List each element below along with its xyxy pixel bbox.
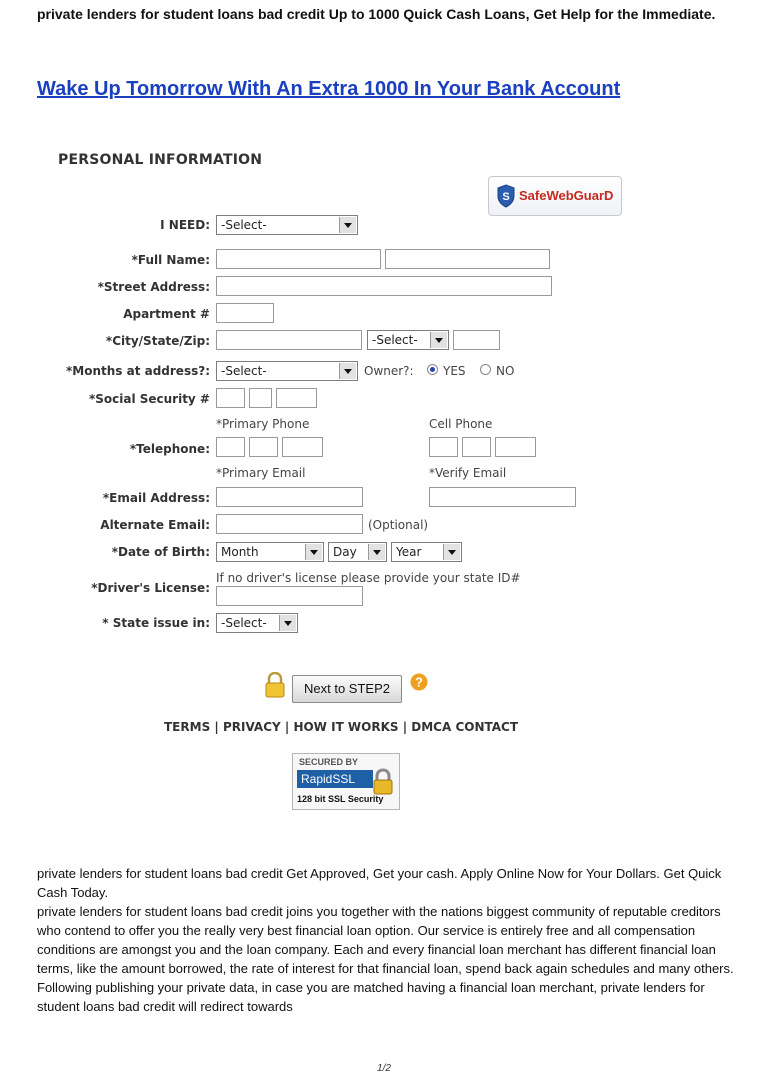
phone-line-input[interactable] [282,437,323,457]
dob-month-select[interactable] [216,542,324,562]
owner-no-radio[interactable] [480,364,491,375]
apartment-input[interactable] [216,303,274,323]
dob-year-value: Year [396,545,422,559]
phone-area-input[interactable] [216,437,245,457]
ssl-brand: RapidSSL [297,770,373,788]
chevron-down-icon [279,615,296,631]
label-dob: *Date of Birth: [111,545,210,559]
shield-icon [497,184,515,208]
i-need-value: -Select- [221,218,267,232]
padlock-icon [371,768,395,796]
phone-prefix-input[interactable] [249,437,278,457]
banner-link[interactable]: Wake Up Tomorrow With An Extra 1000 In Your Bank Account [37,78,621,100]
ssl-strength: 128 bit SSL Security [297,794,384,804]
svg-text:?: ? [415,674,423,690]
primary-phone-label: *Primary Phone [216,417,310,431]
alt-email-input[interactable] [216,514,363,534]
primary-email-label: *Primary Email [216,466,306,480]
state-issue-select[interactable] [216,613,298,633]
chevron-down-icon [339,363,356,379]
months-select[interactable] [216,361,358,381]
state-value: -Select- [372,333,418,347]
verify-email-input[interactable] [429,487,576,507]
dob-day-value: Day [333,545,357,559]
next-step-button[interactable]: Next to STEP2 [292,675,402,703]
label-telephone: *Telephone: [129,442,210,456]
cell-prefix-input[interactable] [462,437,491,457]
section-title: PERSONAL INFORMATION [58,152,263,168]
label-apartment: Apartment # [123,307,210,321]
cell-line-input[interactable] [495,437,536,457]
state-select[interactable] [367,330,449,350]
email-input[interactable] [216,487,363,507]
chevron-down-icon [339,217,356,233]
paragraph-1: private lenders for student loans bad credit Get Approved, Get your cash. Apply Online Now for Your Dollars. Get Quick Cash Today. [37,866,722,900]
ssn-part3-input[interactable] [276,388,317,408]
chevron-down-icon [443,544,460,560]
svg-text:S: S [502,191,510,203]
help-icon[interactable] [410,673,428,691]
safewebguard-badge [488,176,622,216]
zip-input[interactable] [453,330,500,350]
label-city-state-zip: *City/State/Zip: [105,334,210,348]
lock-icon [264,672,286,698]
label-ssn: *Social Security # [88,392,210,406]
label-months: *Months at address?: [66,364,210,378]
label-alt-email: Alternate Email: [100,518,210,532]
first-name-input[interactable] [216,249,381,269]
label-state-issue: * State issue in: [102,616,210,630]
dob-month-value: Month [221,545,259,559]
label-license: *Driver's License: [91,581,210,595]
label-street: *Street Address: [97,280,210,294]
document-title: private lenders for student loans bad credit Up to 1000 Quick Cash Loans, Get Help for the Immediate. [37,6,716,22]
body-text [37,864,737,1016]
label-i-need: I NEED: [160,218,210,232]
cell-area-input[interactable] [429,437,458,457]
ssn-part2-input[interactable] [249,388,272,408]
footer-links[interactable]: TERMS | PRIVACY | HOW IT WORKS | DMCA CONTACT [164,720,519,734]
page-number: 1/2 [377,1063,391,1074]
license-input[interactable] [216,586,363,606]
dob-year-select[interactable] [391,542,462,562]
street-address-input[interactable] [216,276,552,296]
label-full-name: *Full Name: [131,253,210,267]
owner-label: Owner?: [364,364,414,378]
owner-yes-label: YES [443,364,466,378]
verify-email-label: *Verify Email [429,466,507,480]
ssl-secured-by: SECURED BY [299,757,359,767]
dob-day-select[interactable] [328,542,387,562]
license-note: If no driver's license please provide your state ID# [216,571,521,585]
badge-text: SafeWebGuarD [519,188,614,203]
chevron-down-icon [305,544,322,560]
rapidssl-badge [292,753,400,810]
last-name-input[interactable] [385,249,550,269]
state-issue-value: -Select- [221,616,267,630]
optional-label: (Optional) [368,518,429,532]
chevron-down-icon [430,332,447,348]
city-input[interactable] [216,330,362,350]
paragraph-2: private lenders for student loans bad credit joins you together with the nations biggest community of reputable creditors who contend to offer you the really very best financial loan option. Our service is entirely free and all compensation conditions are amongst you and the loan company. Each and every financial loan merchant has different financial loan terms, like the amount borrowed, the rate of interest for that financial loan, spend back again schedules and many others. Following publishing your private data, in case you are matched having a financial loan merchant, private lenders for student loans bad credit will redirect towards [37,904,734,1014]
chevron-down-icon [368,544,385,560]
owner-no-label: NO [496,364,515,378]
i-need-select[interactable] [216,215,358,235]
cell-phone-label: Cell Phone [429,417,493,431]
label-email: *Email Address: [102,491,210,505]
months-value: -Select- [221,364,267,378]
ssn-part1-input[interactable] [216,388,245,408]
owner-yes-radio[interactable] [427,364,438,375]
